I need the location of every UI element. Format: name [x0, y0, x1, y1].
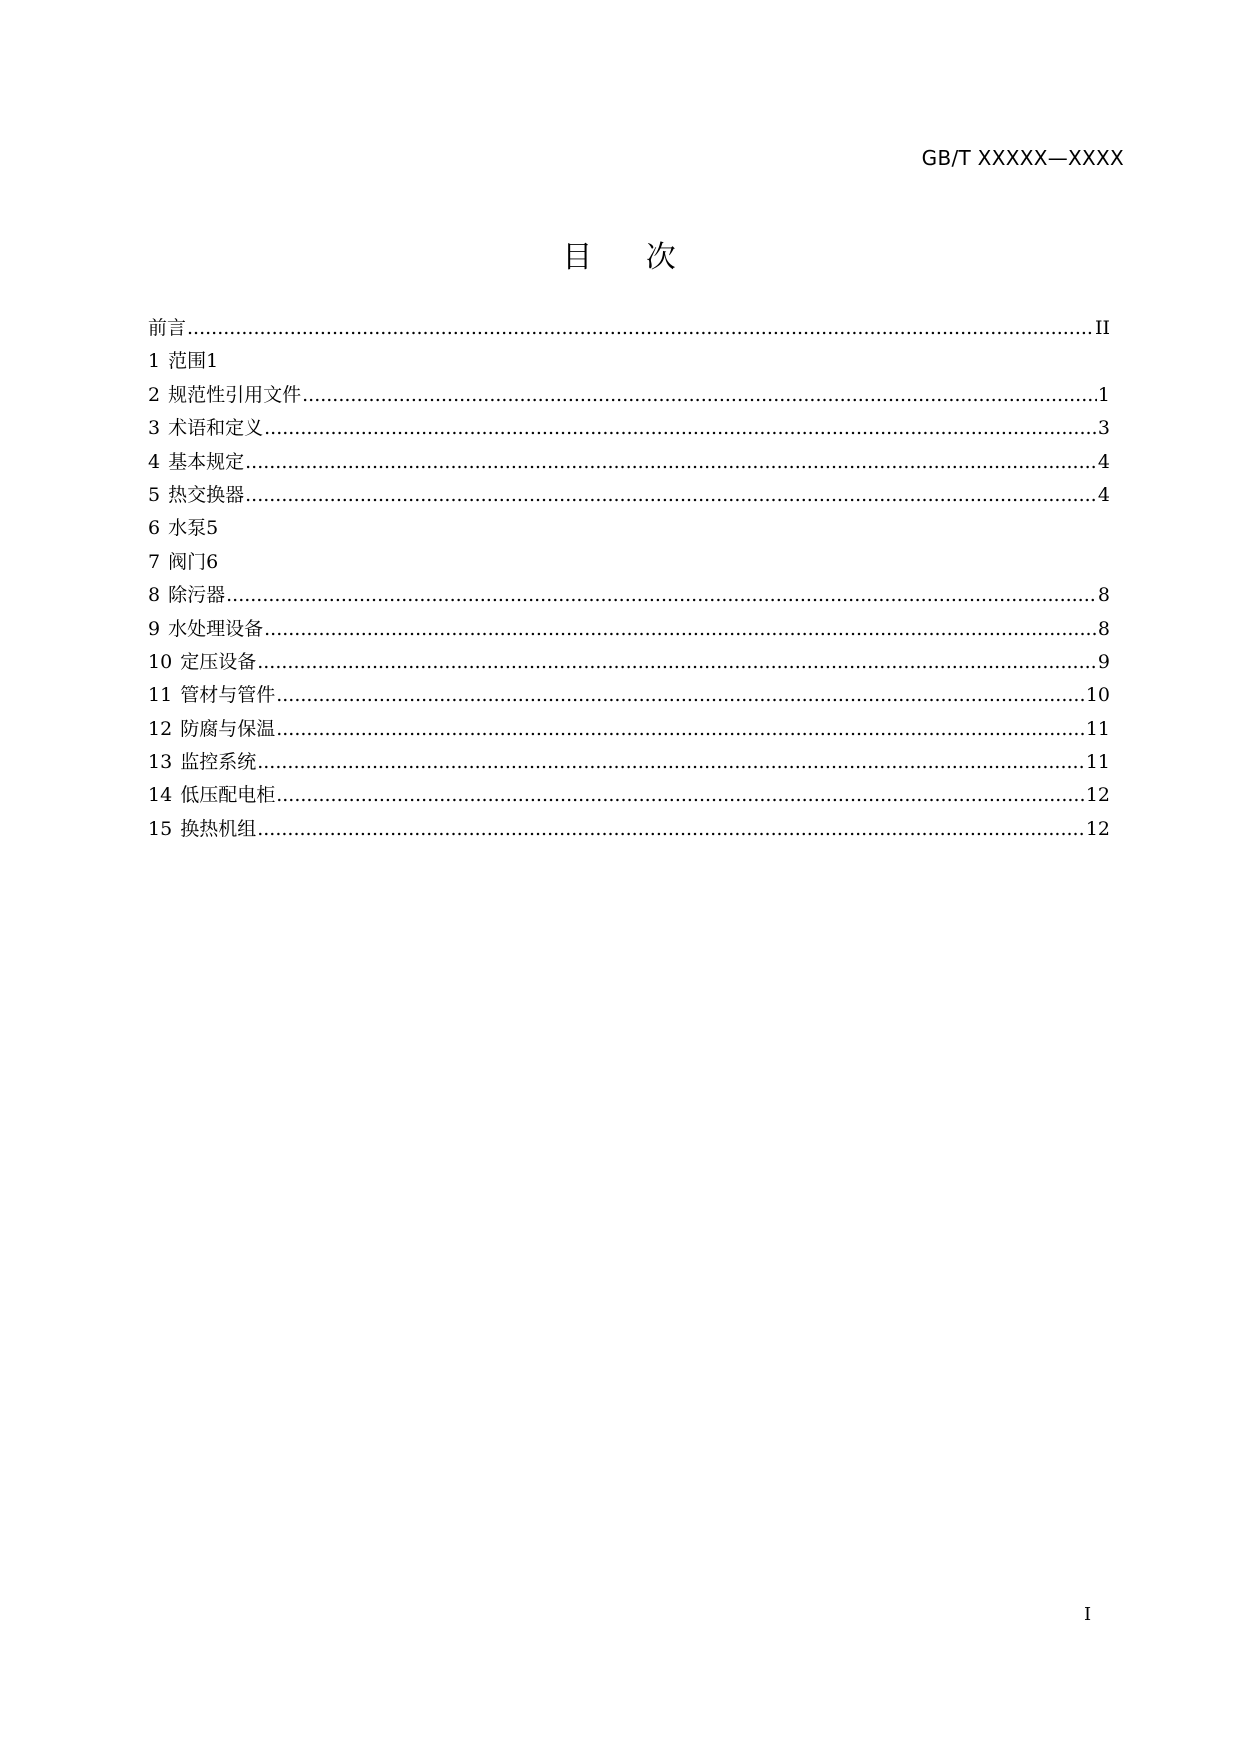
toc-title: 目 次: [562, 240, 698, 275]
toc-entry-page: 12: [1085, 817, 1110, 840]
dot-leader: [264, 613, 1097, 646]
dot-leader: [245, 479, 1097, 512]
toc-entry-2[interactable]: [148, 379, 1110, 412]
toc-entry-number: 14: [148, 784, 173, 807]
toc-entry-7[interactable]: [148, 546, 1110, 579]
toc-entry-number: 8: [148, 584, 161, 607]
toc-entry-9[interactable]: [148, 613, 1110, 646]
toc-entry-title: 管材与管件: [180, 684, 276, 707]
toc-entry-title: 换热机组: [180, 817, 257, 840]
toc-entry-number: 1: [148, 350, 161, 373]
toc-entry-title: 范围: [168, 350, 207, 373]
dot-leader: [302, 379, 1097, 412]
toc-entry-page: 12: [1085, 784, 1110, 807]
toc-entry-title: 水泵: [168, 517, 207, 540]
toc-entry-11[interactable]: [148, 679, 1110, 712]
toc-entry-number: 10: [148, 650, 173, 673]
toc-entry-title: 术语和定义: [168, 417, 264, 440]
document-code: GB/T XXXXX—XXXX: [921, 146, 1124, 170]
toc-entry-13[interactable]: [148, 746, 1110, 779]
dot-leader: [226, 579, 1097, 612]
toc-entry-title: 监控系统: [180, 751, 257, 774]
toc-entry-number: 12: [148, 717, 173, 740]
toc-entry-12[interactable]: [148, 713, 1110, 746]
dot-leader: [276, 679, 1085, 712]
dot-leader: [245, 446, 1097, 479]
toc-entry-page: 11: [1085, 717, 1110, 740]
dot-leader: [276, 713, 1085, 746]
dot-leader: [187, 312, 1094, 345]
toc-entry-10[interactable]: [148, 646, 1110, 679]
page-number: I: [1084, 1604, 1092, 1625]
dot-leader: [276, 779, 1085, 812]
toc-entry-page: 5: [206, 517, 219, 540]
toc-entry-3[interactable]: [148, 412, 1110, 445]
toc-entry-page: 4: [1097, 450, 1110, 473]
toc-entry-number: 2: [148, 383, 161, 406]
toc-entry-page: 1: [1097, 383, 1110, 406]
toc-entry-14[interactable]: [148, 779, 1110, 812]
toc-entry-number: 5: [148, 483, 161, 506]
dot-leader: [264, 412, 1097, 445]
toc-entry-title: 基本规定: [168, 450, 245, 473]
toc-entry-title: 水处理设备: [168, 617, 264, 640]
dot-leader: [257, 813, 1085, 846]
toc-entry-title: 热交换器: [168, 483, 245, 506]
toc-entry-number: 6: [148, 517, 161, 540]
toc-entry-number: 11: [148, 684, 173, 707]
toc-entry-page: 8: [1097, 584, 1110, 607]
toc-entry-title: 前言: [148, 317, 187, 339]
toc-entry-15[interactable]: [148, 813, 1110, 846]
toc-entry-title: 防腐与保温: [180, 717, 276, 740]
toc-entry-title: 除污器: [168, 584, 226, 607]
toc-entry-page: 10: [1085, 684, 1110, 707]
toc-entry-4[interactable]: [148, 446, 1110, 479]
toc-entry-page: 1: [206, 350, 219, 373]
toc-entry-number: 15: [148, 817, 173, 840]
table-of-contents: [148, 312, 1110, 846]
toc-entry-8[interactable]: [148, 579, 1110, 612]
toc-entry-title: 定压设备: [180, 650, 257, 673]
toc-entry-title: 规范性引用文件: [168, 383, 302, 406]
toc-entry-number: 7: [148, 550, 161, 573]
toc-entry-title: 阀门: [168, 550, 207, 573]
dot-leader: [257, 746, 1085, 779]
toc-entry-page: 8: [1097, 617, 1110, 640]
toc-entry-foreword[interactable]: [148, 312, 1110, 345]
toc-entry-5[interactable]: [148, 479, 1110, 512]
toc-entry-page: 11: [1085, 751, 1110, 774]
toc-entry-1[interactable]: [148, 345, 1110, 378]
toc-entry-number: 4: [148, 450, 161, 473]
toc-entry-page: 4: [1097, 483, 1110, 506]
toc-entry-page: II: [1094, 317, 1110, 339]
dot-leader: [257, 646, 1097, 679]
toc-entry-number: 9: [148, 617, 161, 640]
toc-entry-page: 9: [1097, 650, 1110, 673]
toc-entry-number: 3: [148, 417, 161, 440]
toc-entry-page: 3: [1097, 417, 1110, 440]
toc-entry-title: 低压配电柜: [180, 784, 276, 807]
toc-entry-page: 6: [206, 550, 219, 573]
toc-entry-6[interactable]: [148, 512, 1110, 545]
toc-entry-number: 13: [148, 751, 173, 774]
